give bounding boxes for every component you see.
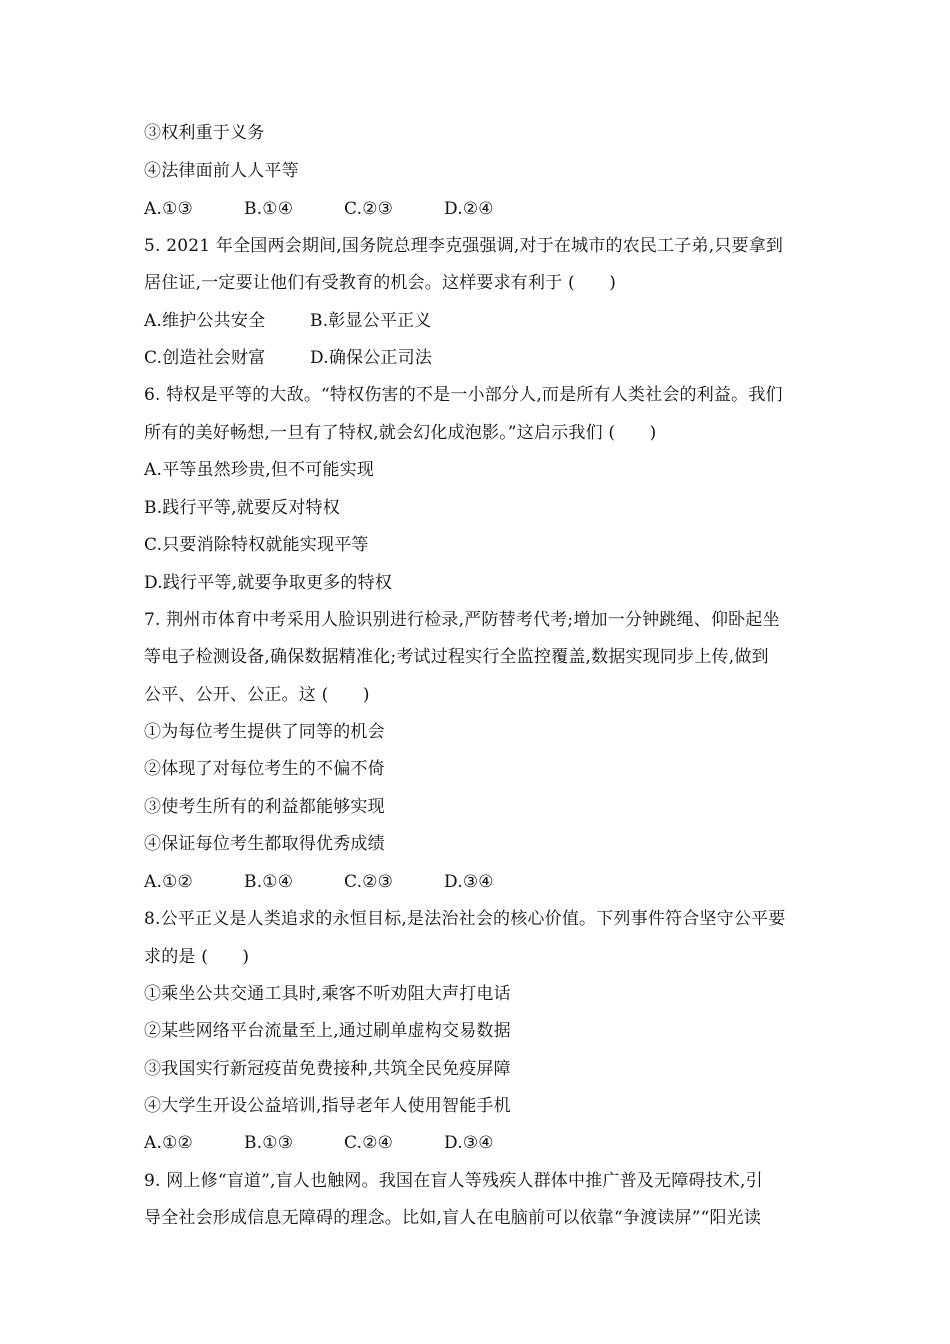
q8-option-2: ②某些网络平台流量至上,通过刷单虚构交易数据 — [144, 1021, 511, 1041]
q8-option-4: ④大学生开设公益培训,指导老年人使用智能手机 — [144, 1096, 511, 1116]
answer-c: C.②③ — [344, 872, 394, 892]
q7-option-3: ③使考生所有的利益都能够实现 — [144, 797, 385, 817]
q7-stem-line-2: 等电子检测设备,确保数据精准化;考试过程实行全监控覆盖,数据实现同步上传,做到 — [144, 647, 769, 667]
answer-a: A.①③ — [144, 199, 193, 219]
q7-option-2: ②体现了对每位考生的不偏不倚 — [144, 759, 385, 779]
q8-stem-line-2: 求的是 ( ) — [144, 947, 250, 967]
q7-stem-line-3: 公平、公开、公正。这 ( ) — [144, 685, 370, 705]
q4-answer-choices — [144, 198, 824, 220]
q8-option-3: ③我国实行新冠疫苗免费接种,共筑全民免疫屏障 — [144, 1059, 511, 1079]
answer-a: A.①② — [144, 1133, 193, 1153]
answer-b: B.①③ — [244, 1133, 294, 1153]
answer-b: B.彰显公平正义 — [310, 311, 432, 331]
q6-option-d: D.践行平等,就要争取更多的特权 — [144, 573, 393, 593]
q8-answer-choices — [144, 1132, 824, 1154]
answer-d: D.③④ — [444, 1133, 494, 1153]
answer-c: C.②③ — [344, 199, 394, 219]
q7-option-1: ①为每位考生提供了同等的机会 — [144, 722, 385, 742]
q7-option-4: ④保证每位考生都取得优秀成绩 — [144, 834, 385, 854]
q4-option-4: ④法律面前人人平等 — [144, 161, 299, 181]
answer-b: B.①④ — [244, 872, 294, 892]
q6-option-a: A.平等虽然珍贵,但不可能实现 — [144, 460, 375, 480]
answer-d: D.③④ — [444, 872, 494, 892]
answer-d: D.②④ — [444, 199, 494, 219]
q6-option-c: C.只要消除特权就能实现平等 — [144, 535, 369, 555]
answer-d: D.确保公正司法 — [310, 348, 433, 368]
q5-answer-row-1 — [144, 310, 824, 332]
answer-c: C.创造社会财富 — [144, 348, 266, 368]
q5-stem-line-1: 5. 2021 年全国两会期间,国务院总理李克强强调,对于在城市的农民工子弟,只要拿到 — [144, 236, 784, 256]
answer-b: B.①④ — [244, 199, 294, 219]
q7-answer-choices — [144, 871, 824, 893]
q5-answer-row-2 — [144, 347, 824, 369]
q6-stem-line-1: 6. 特权是平等的大敌。“特权伤害的不是一小部分人,而是所有人类社会的利益。我们 — [144, 385, 783, 405]
answer-a: A.①② — [144, 872, 193, 892]
q8-option-1: ①乘坐公共交通工具时,乘客不听劝阻大声打电话 — [144, 984, 511, 1004]
answer-a: A.维护公共安全 — [144, 311, 266, 331]
q5-stem-line-2: 居住证,一定要让他们有受教育的机会。这样要求有利于 ( ) — [144, 273, 617, 293]
q8-stem-line-1: 8.公平正义是人类追求的永恒目标,是法治社会的核心价值。下列事件符合坚守公平要 — [144, 909, 786, 929]
q4-option-3: ③权利重于义务 — [144, 123, 265, 143]
q9-stem-line-1: 9. 网上修“盲道”,盲人也触网。我国在盲人等残疾人群体中推广普及无障碍技术,引 — [144, 1171, 763, 1191]
q6-stem-line-2: 所有的美好畅想,一旦有了特权,就会幻化成泡影。”这启示我们 ( ) — [144, 423, 657, 443]
q7-stem-line-1: 7. 荆州市体育中考采用人脸识别进行检录,严防替考代考;增加一分钟跳绳、仰卧起坐 — [144, 610, 780, 630]
q9-stem-line-2: 导全社会形成信息无障碍的理念。比如,盲人在电脑前可以依靠“争渡读屏”“阳光读 — [144, 1208, 762, 1228]
q6-option-b: B.践行平等,就要反对特权 — [144, 498, 340, 518]
answer-c: C.②④ — [344, 1133, 394, 1153]
